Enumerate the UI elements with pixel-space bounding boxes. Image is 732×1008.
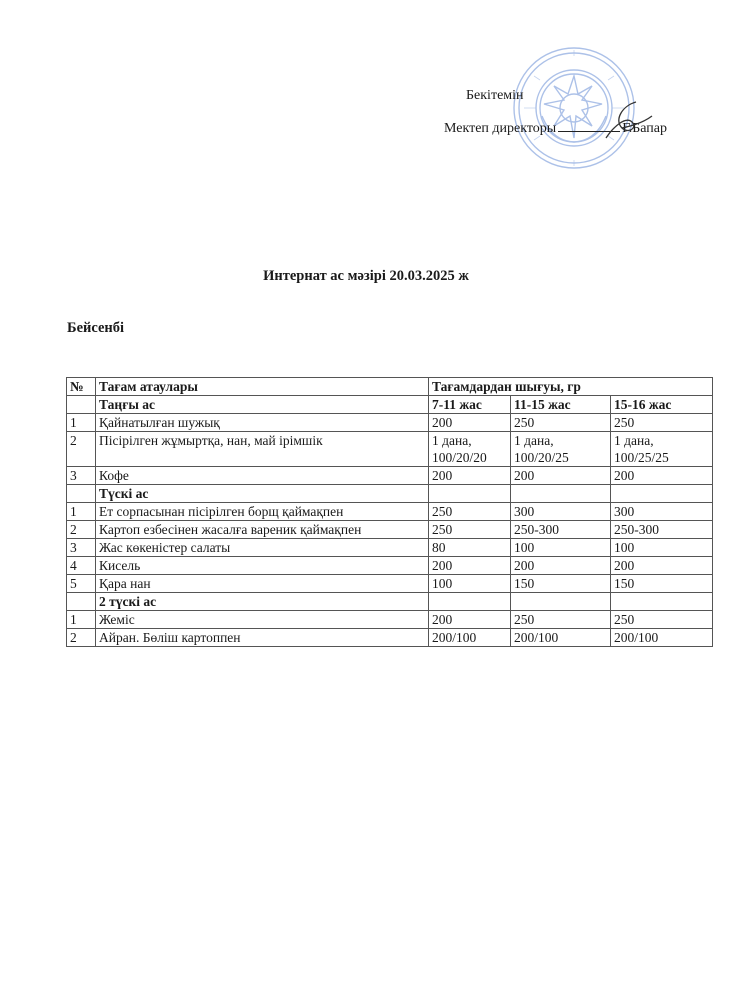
section-num-cell [67, 593, 96, 611]
portion-value: 200 [429, 467, 511, 485]
table-row [67, 432, 713, 467]
portion-value: 200 [511, 557, 611, 575]
section-header-row [67, 396, 713, 414]
section-num-cell [67, 485, 96, 503]
portion-value: 200 [511, 467, 611, 485]
portion-value: 80 [429, 539, 511, 557]
empty-cell [429, 485, 511, 503]
section-title: Түскі ас [96, 485, 429, 503]
dish-name: Қайнатылған шужық [96, 414, 429, 432]
menu-table [66, 377, 713, 647]
header-dish: Тағам атаулары [96, 378, 429, 396]
section-title: 2 түскі ас [96, 593, 429, 611]
dish-name: Ет сорпасынан пісірілген борщ қаймақпен [96, 503, 429, 521]
portion-value: 200 [429, 611, 511, 629]
portion-value: 200/100 [511, 629, 611, 647]
empty-cell [429, 593, 511, 611]
row-num: 2 [67, 629, 96, 647]
table-row [67, 611, 713, 629]
row-num: 5 [67, 575, 96, 593]
day-label: Бейсенбі [67, 320, 125, 336]
portion-value: 250 [611, 414, 713, 432]
row-num: 3 [67, 539, 96, 557]
portion-value: 300 [611, 503, 713, 521]
row-num: 1 [67, 414, 96, 432]
portion-value: 1 дана, 100/25/25 [611, 432, 713, 467]
empty-cell [511, 485, 611, 503]
dish-name: Жас көкеністер салаты [96, 539, 429, 557]
age-group-header: 11-15 жас [511, 396, 611, 414]
section-num-cell [67, 396, 96, 414]
dish-name: Кисель [96, 557, 429, 575]
portion-value: 200 [611, 467, 713, 485]
portion-value: 250-300 [511, 521, 611, 539]
dish-name: Кофе [96, 467, 429, 485]
table-row [67, 467, 713, 485]
table-header-row [67, 378, 713, 396]
portion-value: 250 [429, 521, 511, 539]
portion-value: 200 [429, 414, 511, 432]
dish-name: Пісірілген жұмыртқа, нан, май ірімшік [96, 432, 429, 467]
document-title: Интернат ас мәзірі 20.03.2025 ж [263, 268, 469, 284]
table-row [67, 414, 713, 432]
row-num: 3 [67, 467, 96, 485]
row-num: 2 [67, 432, 96, 467]
section-header-row [67, 485, 713, 503]
signature-icon [592, 98, 656, 142]
section-header-row [67, 593, 713, 611]
header-output: Тағамдардан шығуы, гр [429, 378, 713, 396]
portion-value: 100 [429, 575, 511, 593]
portion-value: 1 дана, 100/20/25 [511, 432, 611, 467]
portion-value: 250 [611, 611, 713, 629]
row-num: 1 [67, 503, 96, 521]
portion-value: 150 [511, 575, 611, 593]
dish-name: Қара нан [96, 575, 429, 593]
header-num: № [67, 378, 96, 396]
approval-title: Бекітемін [466, 88, 524, 103]
portion-value: 250 [511, 414, 611, 432]
dish-name: Жеміс [96, 611, 429, 629]
portion-value: 200/100 [429, 629, 511, 647]
portion-value: 250 [511, 611, 611, 629]
age-group-header: 7-11 жас [429, 396, 511, 414]
table-row [67, 503, 713, 521]
dish-name: Картоп езбесінен жасалға вареник қаймақпен [96, 521, 429, 539]
portion-value: 150 [611, 575, 713, 593]
row-num: 4 [67, 557, 96, 575]
portion-value: 200 [429, 557, 511, 575]
portion-value: 250 [429, 503, 511, 521]
empty-cell [611, 485, 713, 503]
empty-cell [511, 593, 611, 611]
portion-value: 100 [511, 539, 611, 557]
approval-name: Г.Бапар [622, 121, 668, 136]
age-group-header: 15-16 жас [611, 396, 713, 414]
portion-value: 200/100 [611, 629, 713, 647]
row-num: 1 [67, 611, 96, 629]
table-row [67, 575, 713, 593]
table-row [67, 557, 713, 575]
dish-name: Айран. Бөліш картоппен [96, 629, 429, 647]
empty-cell [611, 593, 713, 611]
portion-value: 200 [611, 557, 713, 575]
section-title: Таңғы ас [96, 396, 429, 414]
portion-value: 100 [611, 539, 713, 557]
portion-value: 1 дана, 100/20/20 [429, 432, 511, 467]
portion-value: 300 [511, 503, 611, 521]
table-row [67, 539, 713, 557]
table-row [67, 521, 713, 539]
portion-value: 250-300 [611, 521, 713, 539]
menu-table-body [67, 396, 713, 647]
row-num: 2 [67, 521, 96, 539]
table-row [67, 629, 713, 647]
approval-position: Мектеп директоры [444, 121, 557, 136]
